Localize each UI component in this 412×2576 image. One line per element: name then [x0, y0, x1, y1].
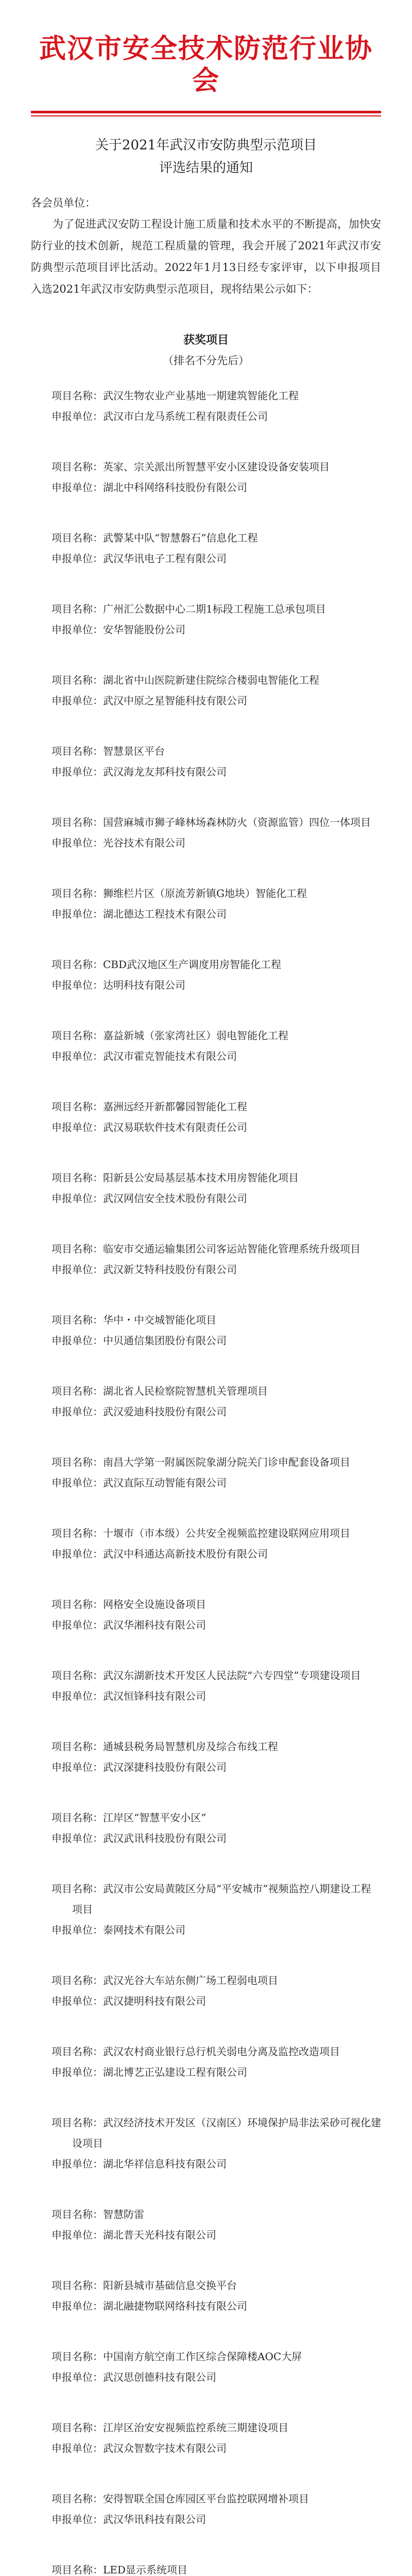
applicant-label: 申报单位：: [52, 410, 103, 422]
applicant-line: [52, 477, 381, 498]
project-name-label: 项目名称：: [52, 460, 103, 473]
applicant-line: [52, 619, 381, 640]
project-name-label: 项目名称：: [52, 1669, 103, 1682]
applicant-line: [52, 904, 381, 924]
applicant-line: [52, 1828, 381, 1849]
project-name-label: 项目名称：: [52, 816, 103, 828]
applicant-name: 武汉深捷科技股份有限公司: [103, 1760, 227, 1773]
applicant-label: 申报单位：: [52, 1192, 103, 1205]
project-entry: [31, 2346, 381, 2387]
project-name-label: 项目名称：: [52, 2563, 103, 2576]
project-name: 阳新县公安局基层基本技术用房智能化项目: [103, 1171, 299, 1184]
project-name-line: [52, 1665, 381, 1686]
project-entry: [31, 1025, 381, 1066]
applicant-line: [52, 548, 381, 569]
project-name-label: 项目名称：: [52, 1740, 103, 1753]
applicant-name: 湖北德达工程技术有限公司: [103, 907, 227, 920]
project-name-label: 项目名称：: [52, 958, 103, 971]
applicant-name: 达明科技有限公司: [103, 978, 185, 991]
applicant-line: [52, 1686, 381, 1706]
project-name-line: [52, 1736, 381, 1757]
applicant-name: 武汉恒锋科技有限公司: [103, 1689, 206, 1702]
org-name: 武汉市安全技术防范行业协会: [39, 33, 373, 97]
applicant-name: 中贝通信集团股份有限公司: [103, 1334, 227, 1347]
project-entry: [31, 954, 381, 995]
applicant-name: 安华智能股份公司: [103, 623, 185, 636]
applicant-name: 武汉中原之星智能科技有限公司: [103, 694, 247, 707]
applicant-name: 武汉网信安全技术股份有限公司: [103, 1192, 247, 1205]
project-name-line: [52, 1878, 381, 1920]
project-name: 嘉洲远经开新都馨园智能化工程: [103, 1100, 247, 1113]
applicant-label: 申报单位：: [52, 1760, 103, 1773]
applicant-line: [52, 2509, 381, 2530]
project-name-label: 项目名称：: [52, 1171, 103, 1184]
project-entry: [31, 2275, 381, 2316]
section-title: 获奖项目: [183, 333, 229, 347]
applicant-line: [52, 2225, 381, 2245]
applicant-label: 申报单位：: [52, 1405, 103, 1418]
project-name: 智慧防雷: [103, 2208, 144, 2221]
project-name: 武汉东湖新技术开发区人民法院“六专四堂”专项建设项目: [103, 1669, 361, 1682]
applicant-name: 武汉众智数字技术有限公司: [103, 2442, 227, 2454]
project-entry: [31, 1096, 381, 1138]
applicant-label: 申报单位：: [52, 2065, 103, 2078]
applicant-name: 武汉新艾特科技股份有限公司: [103, 1263, 237, 1276]
project-name: 南昌大学第一附属医院象湖分院关门诊申配套设备项目: [103, 1455, 350, 1468]
applicant-label: 申报单位：: [52, 2513, 103, 2526]
project-name: 武汉光谷大车站东侧广场工程弱电项目: [103, 1974, 278, 1987]
project-name: 武汉市公安局黄陂区分局“平安城市”视频监控八期建设工程项目: [72, 1882, 371, 1916]
project-name-line: [52, 2346, 381, 2367]
project-entry: [31, 670, 381, 711]
project-name-label: 项目名称：: [52, 2492, 103, 2505]
applicant-label: 申报单位：: [52, 1547, 103, 1560]
project-name: 国营麻城市狮子峰林场森林防火（资源监管）四位一体项目: [103, 816, 371, 828]
applicant-name: 武汉易联软件技术有限责任公司: [103, 1121, 247, 1133]
applicant-line: [52, 761, 381, 782]
project-entry: [31, 2488, 381, 2530]
project-name: 武汉生物农业产业基地一期建筑智能化工程: [103, 389, 299, 402]
project-entry: [31, 528, 381, 569]
project-entry: [31, 812, 381, 853]
applicant-line: [52, 1757, 381, 1777]
project-name-label: 项目名称：: [52, 2045, 103, 2058]
applicant-line: [52, 2154, 381, 2174]
applicant-label: 申报单位：: [52, 481, 103, 494]
project-name: 武汉农村商业银行总行机关弱电分离及监控改造项目: [103, 2045, 340, 2058]
project-list: [31, 385, 381, 2576]
project-entry: [31, 2041, 381, 2082]
project-name: 十堰市（市本级）公共安全视频监控建设联网应用项目: [103, 1527, 350, 1539]
applicant-name: 武汉思创德科技有限公司: [103, 2370, 216, 2383]
project-name: 狮维栏片区（原流芳新镇G地块）智能化工程: [103, 887, 307, 900]
applicant-label: 申报单位：: [52, 2370, 103, 2383]
project-name-line: [52, 670, 381, 690]
applicant-name: 武汉华讯电子工程有限公司: [103, 552, 227, 565]
applicant-line: [52, 1188, 381, 1209]
project-name: 广州汇公数据中心二期1标段工程施工总承包项目: [103, 602, 326, 615]
applicant-line: [52, 1920, 381, 1940]
applicant-label: 申报单位：: [52, 694, 103, 707]
project-entry: [31, 1878, 381, 1940]
notice-title: [31, 134, 381, 179]
applicant-label: 申报单位：: [52, 2299, 103, 2312]
applicant-line: [52, 2296, 381, 2316]
project-name-line: [52, 1167, 381, 1188]
applicant-label: 申报单位：: [52, 907, 103, 920]
project-entry: [31, 883, 381, 924]
applicant-name: 光谷技术有限公司: [103, 836, 185, 849]
applicant-line: [52, 833, 381, 853]
applicant-line: [52, 406, 381, 427]
project-name-line: [52, 1239, 381, 1259]
project-entry: [31, 1239, 381, 1280]
project-name: 智慧景区平台: [103, 744, 165, 757]
title-line-2: 评选结果的通知: [159, 160, 253, 176]
letterhead: [31, 0, 381, 116]
project-name-label: 项目名称：: [52, 2279, 103, 2292]
project-name-label: 项目名称：: [52, 1811, 103, 1824]
project-name: 华中・中交城智能化项目: [103, 1313, 216, 1326]
applicant-name: 武汉爱迪科技股份有限公司: [103, 1405, 227, 1418]
letterhead-rule-thin: [31, 115, 381, 116]
applicant-label: 申报单位：: [52, 1689, 103, 1702]
project-entry: [31, 2560, 381, 2576]
project-name-label: 项目名称：: [52, 531, 103, 544]
applicant-label: 申报单位：: [52, 1618, 103, 1631]
project-name-label: 项目名称：: [52, 1029, 103, 1042]
applicant-label: 申报单位：: [52, 978, 103, 991]
applicant-name: 武汉市白龙马系统工程有限责任公司: [103, 410, 268, 422]
project-name: 临安市交通运输集团公司客运站智能化管理系统升级项目: [103, 1242, 360, 1255]
applicant-name: 湖北博艺正弘建设工程有限公司: [103, 2065, 247, 2078]
project-entry: [31, 1310, 381, 1351]
project-name: 安得智联全国仓库园区平台监控联网增补项目: [103, 2492, 309, 2505]
project-name: 武汉经济技术开发区（汉南区）环境保护局非法采砂可视化建设项目: [72, 2116, 381, 2149]
applicant-name: 湖北中科网络科技股份有限公司: [103, 481, 247, 494]
applicant-name: 湖北普天光科技有限公司: [103, 2228, 216, 2241]
applicant-label: 申报单位：: [52, 1049, 103, 1062]
applicant-label: 申报单位：: [52, 765, 103, 778]
project-name-line: [52, 528, 381, 548]
project-name: LED显示系统项目: [103, 2563, 187, 2576]
applicant-label: 申报单位：: [52, 1334, 103, 1347]
project-entry: [31, 1452, 381, 1493]
project-name-line: [52, 741, 381, 761]
applicant-line: [52, 2367, 381, 2387]
applicant-name: 武汉海龙友邦科技有限公司: [103, 765, 227, 778]
project-name-label: 项目名称：: [52, 2421, 103, 2434]
project-name: 通城县税务局智慧机房及综合布线工程: [103, 1740, 278, 1753]
project-name: 江岸区“智慧平安小区”: [103, 1811, 207, 1824]
project-name: 网格安全设施设备项目: [103, 1598, 206, 1611]
project-entry: [31, 599, 381, 640]
project-name-line: [52, 1452, 381, 1472]
project-name: 英家、宗关派出所智慧平安小区建设设备安装项目: [103, 460, 330, 473]
applicant-line: [52, 1615, 381, 1635]
applicant-line: [52, 1259, 381, 1280]
applicant-name: 武汉华湘科技有限公司: [103, 1618, 206, 1631]
project-name-line: [52, 812, 381, 833]
project-name-line: [52, 1523, 381, 1544]
project-name-line: [52, 1807, 381, 1828]
project-name-label: 项目名称：: [52, 1455, 103, 1468]
applicant-line: [52, 1991, 381, 2011]
applicant-name: 武汉武讯科技股份有限公司: [103, 1832, 227, 1844]
applicant-name: 武汉华讯科技有限公司: [103, 2513, 206, 2526]
project-name: 嘉益新城（张家湾社区）弱电智能化工程: [103, 1029, 288, 1042]
project-name-label: 项目名称：: [52, 2116, 103, 2129]
applicant-line: [52, 690, 381, 711]
applicant-label: 申报单位：: [52, 1476, 103, 1489]
applicant-name: 湖北融捷物联网络科技有限公司: [103, 2299, 247, 2312]
applicant-line: [52, 1046, 381, 1066]
applicant-line: [52, 2438, 381, 2459]
project-entry: [31, 385, 381, 427]
project-name-line: [52, 1970, 381, 1991]
title-line-1: 关于2021年武汉市安防典型示范项目: [95, 137, 317, 153]
applicant-name: 武汉中科通达高新技术股份有限公司: [103, 1547, 268, 1560]
applicant-name: 湖北华祥信息科技有限公司: [103, 2157, 227, 2170]
project-name-line: [52, 385, 381, 406]
project-name-line: [52, 1025, 381, 1046]
project-name-line: [52, 2112, 381, 2154]
applicant-label: 申报单位：: [52, 2157, 103, 2170]
project-name-label: 项目名称：: [52, 1384, 103, 1397]
project-name-label: 项目名称：: [52, 1313, 103, 1326]
project-name-label: 项目名称：: [52, 602, 103, 615]
project-name: 江岸区治安安视频监控系统三期建设项目: [103, 2421, 288, 2434]
applicant-label: 申报单位：: [52, 1121, 103, 1133]
project-name-line: [52, 456, 381, 477]
applicant-line: [52, 975, 381, 995]
applicant-line: [52, 1330, 381, 1351]
intro-paragraph: 为了促进武汉安防工程设计施工质量和技术水平的不断提高，加快安防行业的技术创新，规范工程质量的管理，我会开展了2021年武汉市安防典型示范项目评比活动。2022年1月13日经专家评审，以下申报项目入选2021年武汉市安防典型示范项目，现将结果公示如下：: [31, 217, 381, 295]
project-name-label: 项目名称：: [52, 1527, 103, 1539]
project-entry: [31, 1167, 381, 1209]
project-name-label: 项目名称：: [52, 1882, 103, 1895]
project-name-line: [52, 883, 381, 904]
applicant-label: 申报单位：: [52, 1832, 103, 1844]
applicant-line: [52, 1401, 381, 1422]
project-entry: [31, 1736, 381, 1777]
project-name-label: 项目名称：: [52, 1974, 103, 1987]
project-name-label: 项目名称：: [52, 1242, 103, 1255]
applicant-line: [52, 1117, 381, 1138]
applicant-label: 申报单位：: [52, 623, 103, 636]
letterhead-rule-thick: [31, 111, 381, 113]
section-note: （排名不分先后）: [163, 354, 249, 367]
applicant-name: 武汉直际互动智能有限公司: [103, 1476, 227, 1489]
project-name-line: [52, 599, 381, 619]
project-entry: [31, 1523, 381, 1564]
applicant-label: 申报单位：: [52, 552, 103, 565]
project-name-label: 项目名称：: [52, 673, 103, 686]
project-entry: [31, 1970, 381, 2011]
applicant-name: 泰网技术有限公司: [103, 1923, 185, 1936]
applicant-line: [52, 2062, 381, 2082]
project-name-line: [52, 2041, 381, 2062]
project-name-line: [52, 2204, 381, 2225]
project-name-line: [52, 2417, 381, 2438]
project-name-line: [52, 1310, 381, 1330]
project-entry: [31, 2417, 381, 2459]
project-name: 湖北省人民检察院智慧机关管理项目: [103, 1384, 268, 1397]
project-name-label: 项目名称：: [52, 389, 103, 402]
applicant-line: [52, 1544, 381, 1564]
project-name-label: 项目名称：: [52, 1598, 103, 1611]
applicant-label: 申报单位：: [52, 836, 103, 849]
project-name: 中国南方航空南工作区综合保障楼AOC大屏: [103, 2350, 302, 2363]
applicant-label: 申报单位：: [52, 1994, 103, 2007]
project-name: 武警某中队“智慧磐石”信息化工程: [103, 531, 258, 544]
project-entry: [31, 1594, 381, 1635]
project-name: CBD武汉地区生产调度用房智能化工程: [103, 958, 282, 971]
applicant-name: 武汉捷明科技有限公司: [103, 1994, 206, 2007]
applicant-label: 申报单位：: [52, 1263, 103, 1276]
project-name: 阳新县城市基础信息交换平台: [103, 2279, 237, 2292]
project-entry: [31, 1665, 381, 1706]
project-name-label: 项目名称：: [52, 887, 103, 900]
applicant-label: 申报单位：: [52, 2442, 103, 2454]
project-name-label: 项目名称：: [52, 2350, 103, 2363]
project-entry: [31, 1807, 381, 1849]
project-name-label: 项目名称：: [52, 744, 103, 757]
project-name: 湖北省中山医院新建住院综合楼弱电智能化工程: [103, 673, 319, 686]
project-entry: [31, 456, 381, 498]
project-name-line: [52, 1381, 381, 1401]
project-entry: [31, 1381, 381, 1422]
project-entry: [31, 2112, 381, 2174]
project-name-line: [52, 954, 381, 975]
project-name-line: [52, 2560, 381, 2576]
applicant-label: 申报单位：: [52, 1923, 103, 1936]
applicant-label: 申报单位：: [52, 2228, 103, 2241]
project-name-line: [52, 1096, 381, 1117]
project-name-line: [52, 1594, 381, 1615]
project-name-label: 项目名称：: [52, 2208, 103, 2221]
project-name-line: [52, 2488, 381, 2509]
salutation: 各会员单位：: [31, 196, 96, 209]
project-name-label: 项目名称：: [52, 1100, 103, 1113]
project-name-line: [52, 2275, 381, 2296]
project-entry: [31, 741, 381, 782]
applicant-name: 武汉市霍克智能技术有限公司: [103, 1049, 237, 1062]
project-entry: [31, 2204, 381, 2245]
applicant-line: [52, 1472, 381, 1493]
